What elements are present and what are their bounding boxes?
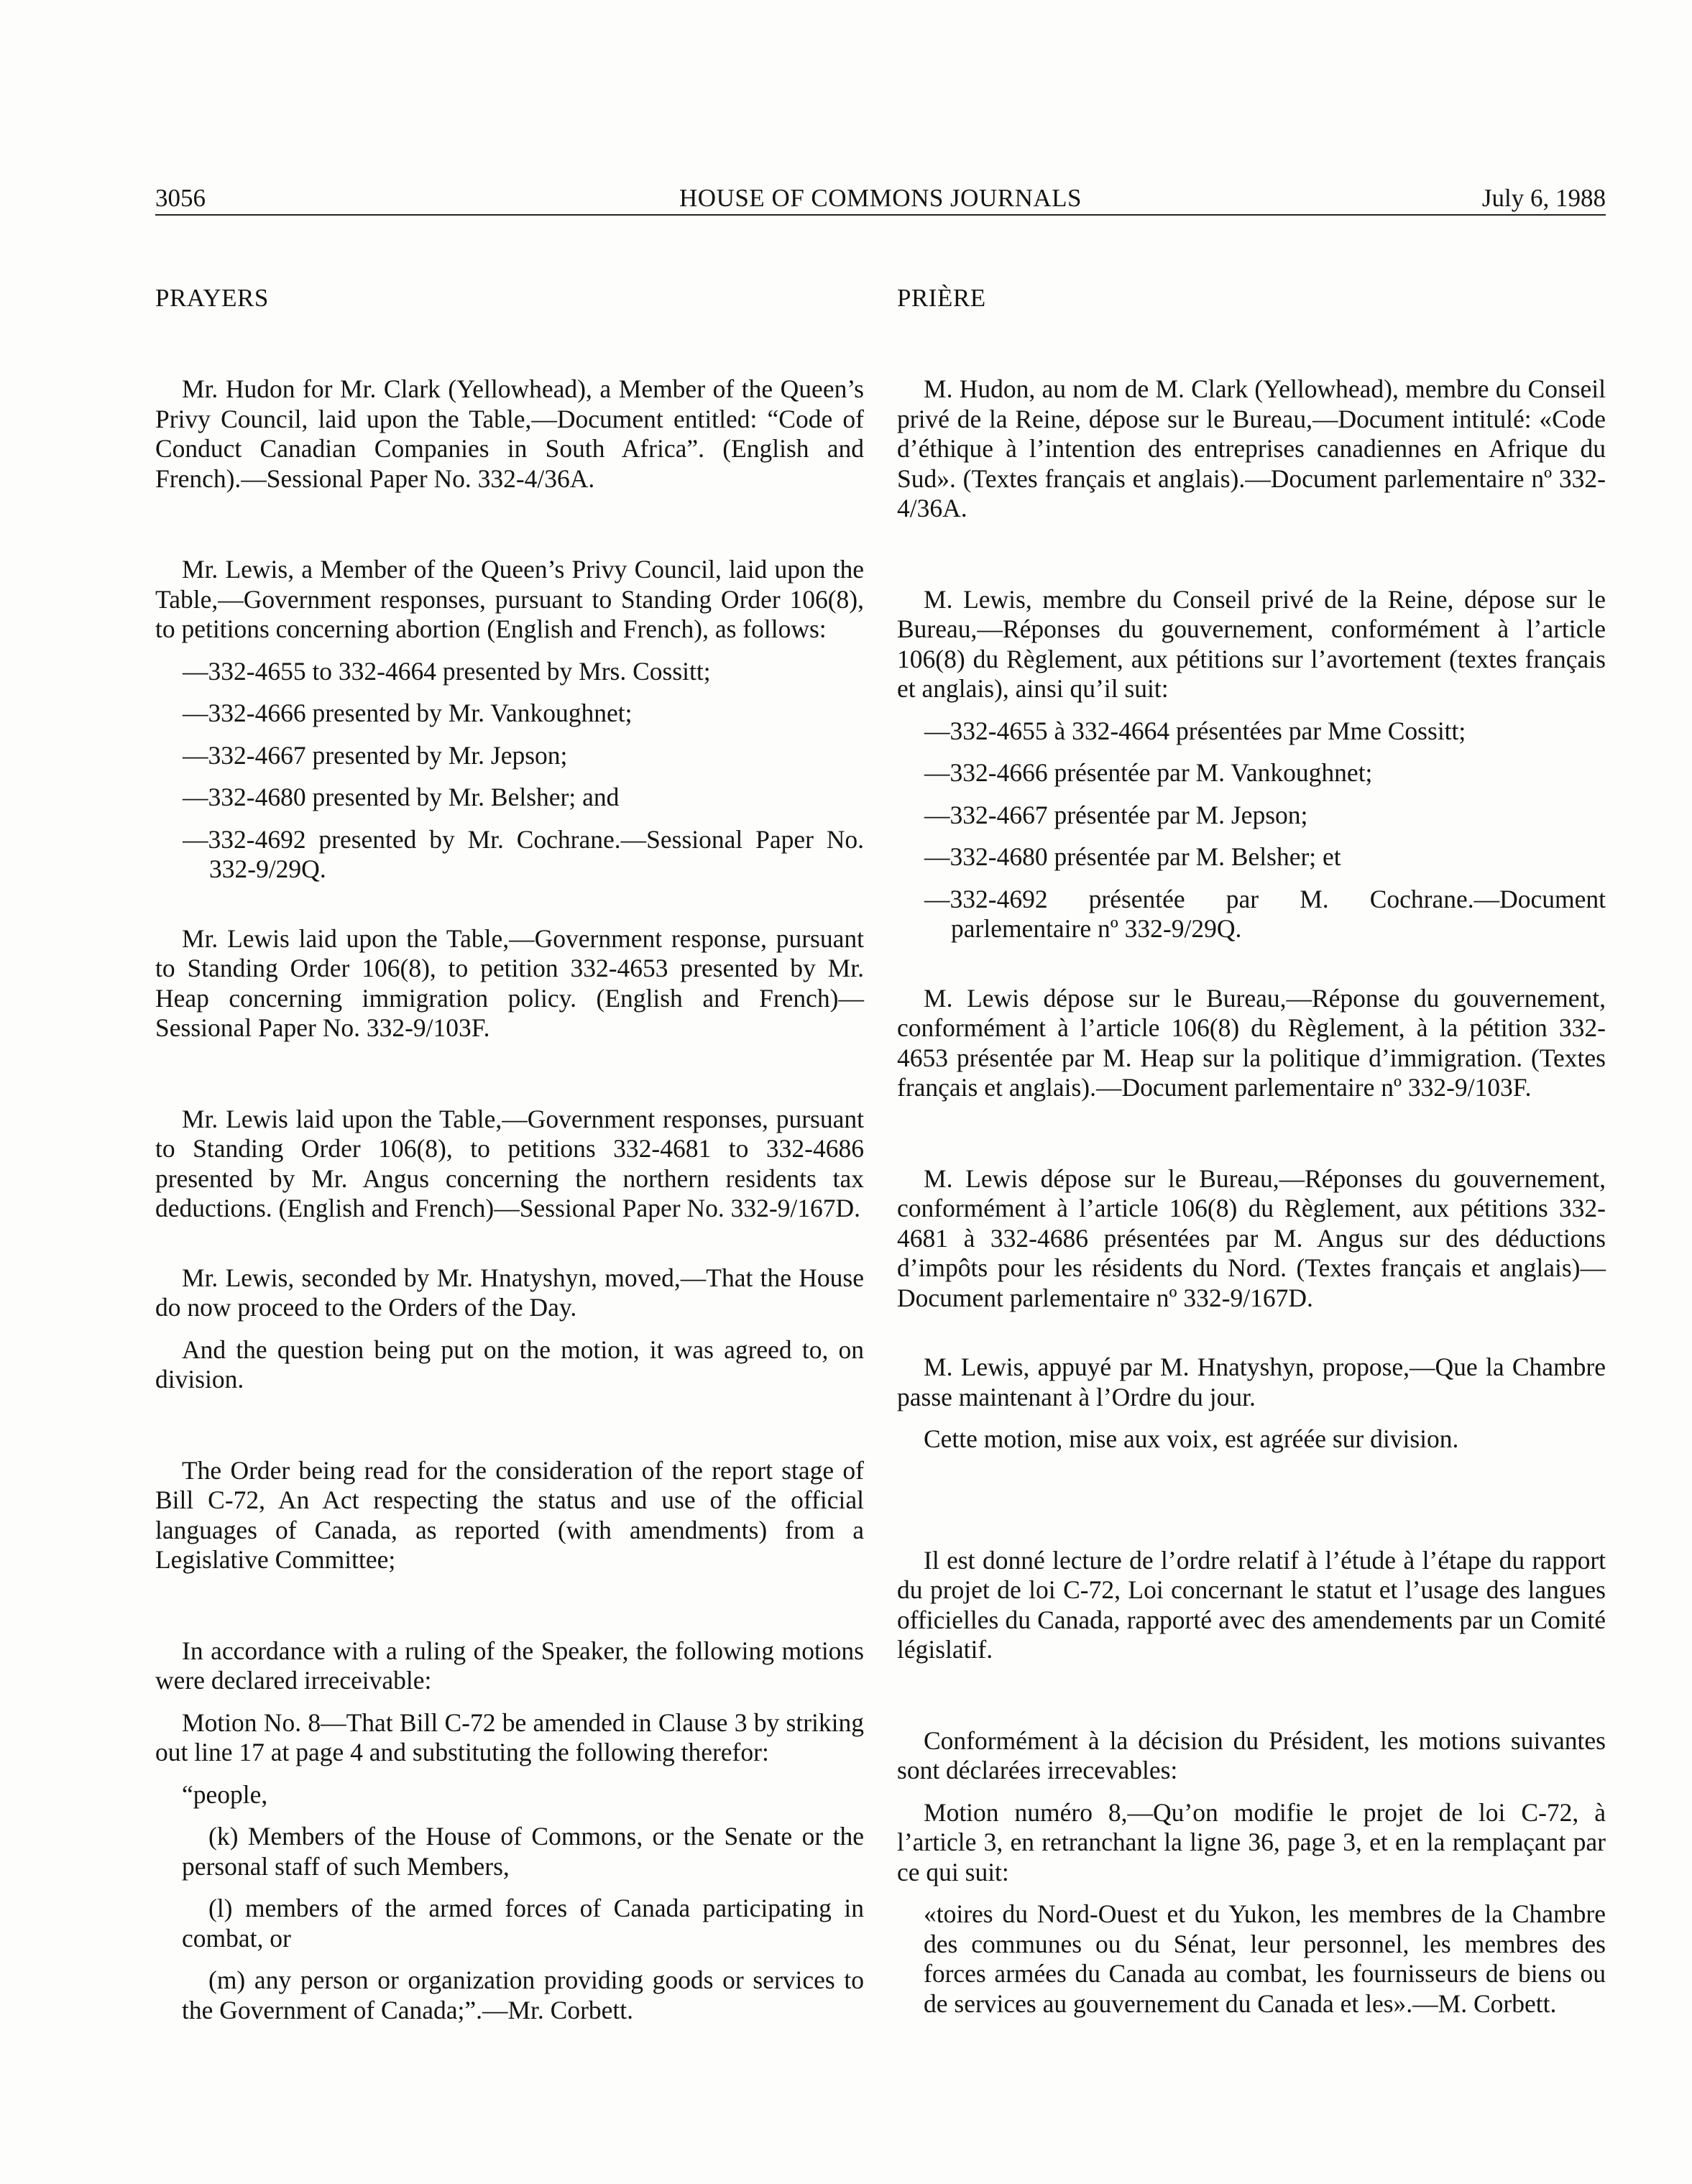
paragraph-response-immigration: M. Lewis dépose sur le Bureau,—Réponse du gouvernement, conformément à l’article 106(8) du Règlement, à la pétition 332-4653 présentée par M. Heap sur la politique d’immigration. (Textes français et anglais).—Document parlementaire nº 332-9/103F. xyxy=(897,983,1606,1102)
paragraph-tabling-code-of-conduct: Mr. Hudon for Mr. Clark (Yellowhead), a Member of the Queen’s Privy Council, laid upon the Table,—Document entitled: “Code of Conduct Canadian Companies in South Africa”. (English and French).—Sessional Paper No. 332-4/36A. xyxy=(155,374,864,493)
header-rule xyxy=(155,214,1606,216)
quoted-clause: (l) members of the armed forces of Canada participating in combat, or xyxy=(182,1894,864,1953)
french-column xyxy=(897,284,1606,2031)
paragraph-response-immigration: Mr. Lewis laid upon the Table,—Government response, pursuant to Standing Order 106(8), to petition 332-4653 presented by Mr. Heap concerning immigration policy. (English and French)—Sessional Paper No. 332-9/103F. xyxy=(155,923,864,1042)
paragraph-motion-orders: Mr. Lewis, seconded by Mr. Hnatyshyn, moved,—That the House do now proceed to the Orders of the Day. xyxy=(155,1263,864,1322)
running-header xyxy=(155,180,1606,217)
paragraph-bill-c72: The Order being read for the consideration of the report stage of Bill C-72, An Act respecting the status and use of the official languages of Canada, as reported (with amendments) from a Legislative Committee; xyxy=(155,1455,864,1574)
english-column xyxy=(155,284,864,2037)
paragraph-motion-orders: M. Lewis, appuyé par M. Hnatyshyn, propose,—Que la Chambre passe maintenant à l’Ordre du jour. xyxy=(897,1353,1606,1411)
list-item: —332-4692 presented by Mr. Cochrane.—Sessional Paper No. 332-9/29Q. xyxy=(183,824,864,883)
list-item: —332-4667 presented by Mr. Jepson; xyxy=(183,740,568,770)
quoted-clause: (k) Members of the House of Commons, or the Senate or the personal staff of such Members, xyxy=(182,1822,864,1881)
paragraph-speaker-ruling: Conformément à la décision du Président, les motions suivantes sont déclarées irrecevables: xyxy=(897,1725,1606,1784)
paragraph-motion-agreed: And the question being put on the motion, it was agreed to, on division. xyxy=(155,1335,864,1393)
quoted-text: “people, xyxy=(182,1779,268,1809)
quoted-text: «toires du Nord-Ouest et du Yukon, les membres de la Chambre des communes ou du Sénat, leur personnel, les membres des forces armées du Canada au combat, les fournisseurs de biens ou de services au gouvernement du Canada et les».—M. Corbett. xyxy=(924,1899,1606,2018)
list-item: —332-4666 presented by Mr. Vankoughnet; xyxy=(183,699,633,727)
paragraph-responses-tax: Mr. Lewis laid upon the Table,—Government responses, pursuant to Standing Order 106(8), to petitions 332-4681 to 332-4686 presented by Mr. Angus concerning the northern residents tax deductions. (English and French)—Sessional Paper No. 332-9/167D. xyxy=(155,1104,864,1222)
journal-title: HOUSE OF COMMONS JOURNALS xyxy=(679,184,1082,212)
journal-date: July 6, 1988 xyxy=(1481,184,1606,212)
page-number: 3056 xyxy=(155,184,206,212)
quoted-clause: (m) any person or organization providing goods or services to the Government of Canada;”.—Mr. Corbett. xyxy=(182,1966,864,2024)
section-heading: PRIÈRE xyxy=(897,284,986,312)
paragraph-speaker-ruling: In accordance with a ruling of the Speaker, the following motions were declared irreceivable: xyxy=(155,1636,864,1695)
paragraph-tabling-code-of-conduct: M. Hudon, au nom de M. Clark (Yellowhead), membre du Conseil privé de la Reine, dépose sur le Bureau,—Document intitulé: «Code d’éthique à l’intention des entreprises canadiennes en Afrique du Sud». (Textes français et anglais).—Document parlementaire nº 332-4/36A. xyxy=(897,374,1606,522)
paragraph-motion-agreed: Cette motion, mise aux voix, est agréée sur division. xyxy=(924,1424,1459,1453)
list-item: —332-4666 présentée par M. Vankoughnet; xyxy=(924,758,1373,787)
list-item: —332-4680 présentée par M. Belsher; et xyxy=(924,842,1341,871)
paragraph-motion-8: Motion No. 8—That Bill C-72 be amended in Clause 3 by striking out line 17 at page 4 and substituting the following therefor: xyxy=(155,1708,864,1766)
paragraph-responses-abortion: M. Lewis, membre du Conseil privé de la Reine, dépose sur le Bureau,—Réponses du gouvernement, conformément à l’article 106(8) du Règlement, aux pétitions sur l’avortement (textes français et anglais), ainsi qu’il suit: xyxy=(897,584,1606,703)
paragraph-motion-8: Motion numéro 8,—Qu’on modifie le projet de loi C-72, à l’article 3, en retranchant la ligne 36, page 3, et en la remplaçant par ce qui suit: xyxy=(897,1797,1606,1886)
paragraph-bill-c72: Il est donné lecture de l’ordre relatif à l’étude à l’étape du rapport du projet de loi C-72, Loi concernant le statut et l’usage des langues officielles du Canada, rapporté avec des amendements par un Comité législatif. xyxy=(897,1545,1606,1664)
list-item: —332-4655 to 332-4664 presented by Mrs. Cossitt; xyxy=(183,656,711,686)
list-item: —332-4692 présentée par M. Cochrane.—Document parlementaire nº 332-9/29Q. xyxy=(924,884,1606,943)
paragraph-responses-abortion: Mr. Lewis, a Member of the Queen’s Privy Council, laid upon the Table,—Government responses, pursuant to Standing Order 106(8), to petitions concerning abortion (English and French), as follows: xyxy=(155,555,864,643)
section-heading: PRAYERS xyxy=(155,284,269,312)
list-item: —332-4655 à 332-4664 présentées par Mme Cossitt; xyxy=(924,716,1466,745)
paragraph-responses-tax: M. Lewis dépose sur le Bureau,—Réponses du gouvernement, conformément à l’article 106(8) du Règlement, aux pétitions 332-4681 à 332-4686 présentées par M. Angus sur des déductions d’impôts pour les résidents du Nord. (Textes français et anglais)—Document parlementaire nº 332-9/167D. xyxy=(897,1164,1606,1312)
list-item: —332-4680 presented by Mr. Belsher; and xyxy=(183,783,620,811)
list-item: —332-4667 présentée par M. Jepson; xyxy=(924,800,1308,829)
